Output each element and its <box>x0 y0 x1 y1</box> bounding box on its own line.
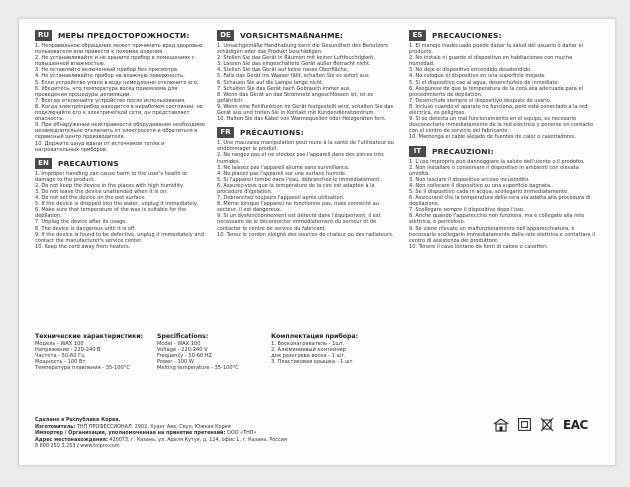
list-item: 9. При обнаружении неисправности оборудования необходимо незамедлительно отключить от электросети и обратиться в сервисный центр производителя. <box>35 122 205 141</box>
section-fr <box>217 126 395 238</box>
lang-badge-es: ES <box>409 30 426 41</box>
list-item: 10. Tenere il cavo lontano da fonti di calore o caloriferi. <box>409 243 549 250</box>
column-right <box>409 29 599 254</box>
section-ru-header <box>35 29 205 42</box>
list-item: 9. Si se detecta un mal funcionamiento en el equipo, es necesario desconectarlo inmediatamente de la red eléctrica y ponerse en contacto con el centro de servicio del fabricante. <box>409 116 594 135</box>
section-de-title: VORSICHTSMAßNAHME: <box>240 31 344 40</box>
section-en-list <box>35 171 205 250</box>
list-item: 1. Unsachgemäße Handhabung kann die Gesundheit des Benutzers schädigen oder das Produkt beschädigen. <box>217 43 388 56</box>
list-item: 4. Stellen Sie das Gerät auf keine nasse Oberfläche. <box>217 67 349 74</box>
list-item: 10. Tenez le cordon éloigné des sources de chaleur ou des radiateurs. <box>217 231 394 238</box>
list-item: 5. Se il dispositivo cade in acqua, scollegarlo immediatamente. <box>409 188 569 195</box>
section-es <box>409 29 599 141</box>
list-item: 5. Si l'appareil tombe dans l'eau, débranchez-le immédiatement. <box>217 176 381 183</box>
list-item: 6. Assicurarsi che la temperatura della cera sia adatta alla procedura di depilazione. <box>409 195 591 208</box>
list-item: 2. No instale ni guarde el dispositivo en habitaciones con mucha humedad. <box>409 55 573 68</box>
list-item: 5. Falls das Gerät ins Wasser fällt, schalten Sie es sofort aus. <box>217 73 371 80</box>
package-contents-ru <box>271 333 401 365</box>
list-item: 8. Когда электроприбор находится в нерабочем состоянии, не подключайте его к электрической сети, он представляет опасность. <box>35 103 203 123</box>
spec-row: Частота - 50-60 Гц <box>35 353 85 360</box>
list-item: 8. Même lorsque l'appareil ne fonctionne pas, mais connecté au secteur, il est dangereux. <box>217 201 379 214</box>
list-item: 3. Lassen Sie das eingeschaltete Gerät außer Betracht nicht. <box>217 61 371 68</box>
list-item: 2. Ne rangez pas et ne stockez pas l'appareil dans des pièces très humides. <box>217 152 384 165</box>
contact-line: 8 800 250 3 253 / www.tnlpro.com <box>35 443 120 450</box>
importer-label: Импортер / Организация, уполномоченная на принятие претензий: <box>35 430 226 437</box>
spec-row: Voltage - 220-240 V <box>157 347 208 354</box>
list-item: 4. Ne placez pas l'appareil sur une surface humide. <box>217 170 347 177</box>
list-item: 1. El manejo inadecuado puede dañar la salud del usuario o dañar el producto. <box>409 43 583 56</box>
list-item: 3. Non lasciare il dispositivo acceso incustodito. <box>409 176 530 183</box>
spec-row: Температура плавления - 35-100°C <box>35 365 130 372</box>
section-ru <box>35 29 205 153</box>
kit-row: 2. Алюминиевый контейнер <box>271 347 347 354</box>
spec-row: Напряжение - 220-240 В <box>35 347 101 354</box>
list-item: 7. Unplug the device after its usage. <box>35 219 127 226</box>
list-item: 7. Scollegare sempre il dispositivo dopo l'uso. <box>409 207 525 214</box>
kit-row: 1. Восконагреватель - 1шт. <box>271 341 345 347</box>
list-item: 6. Убедитесь, что температура воска приемлема для проведения процедуры депиляции. <box>35 85 178 98</box>
lang-badge-it: IT <box>409 146 426 157</box>
section-it <box>409 145 599 250</box>
section-fr-list <box>217 140 395 238</box>
section-de-header <box>217 29 395 42</box>
manufacturer-footer <box>35 417 365 450</box>
kit-row: 3. Пластиковая крышка - 1 шт. <box>271 359 355 366</box>
eac-mark-icon: EAC <box>563 417 588 432</box>
section-en-header <box>35 157 205 170</box>
list-item: 3. No deje el dispositivo encendido desatendido. <box>409 67 532 74</box>
address-value: 420073, г. Казань, ул. Аделя Кутуя, д. 124, офис 1, г. Казань, Россия <box>109 436 287 443</box>
section-es-list <box>409 43 599 141</box>
list-item: 4. No coloque el dispositivo en una superficie mojada. <box>409 73 546 80</box>
section-ru-title: МЕРЫ ПРЕДОСТОРОЖНОСТИ: <box>58 31 190 40</box>
list-item: 3. Ne laissez pas l'appareil allumé sans surveillance. <box>217 164 350 171</box>
list-item: 7. Schalten Sie das Gerät nach Gebrauch immer aus. <box>217 85 352 92</box>
list-item: 9. Wenn eine Fehlfunktion im Gerät festgestellt wird, schalten Sie das Gerät aus und treten Sie in Kontakt mit Kundendienstzentrum. <box>217 103 394 117</box>
section-ru-list <box>35 43 205 153</box>
certification-icons <box>493 417 588 432</box>
kit-row: для разогрева воска - 1 шт. <box>271 353 346 360</box>
list-item: 4. Не устанавливайте прибор на влажную поверхность. <box>35 73 185 80</box>
indoor-use-only-icon <box>493 418 509 432</box>
spec-row: Melting temperature - 35-100°C <box>157 365 239 372</box>
section-de-list <box>217 43 395 122</box>
section-it-header <box>409 145 599 158</box>
list-item: 2. Non installare o conservare il dispositivo in ambienti con elevata umidità. <box>409 164 579 177</box>
spec-row: Мощность - 100 Вт <box>35 359 86 366</box>
tech-specs-ru-title: Технические характеристики: <box>35 333 144 340</box>
spec-row: Модель - WAX 100 <box>35 341 84 347</box>
section-en-title: PRECAUTIONS <box>58 158 119 168</box>
lang-badge-de: DE <box>217 30 234 41</box>
address-label: Адрес местонахождения: <box>35 436 108 443</box>
section-it-list <box>409 159 599 250</box>
list-item: 8. Incluso cuando el aparato no funciona, pero está conectado a la red eléctrica, es peligroso. <box>409 103 588 117</box>
list-item: 6. Make sure that temperature of the wax is suitable for the depilation. <box>35 207 187 220</box>
spec-row: Model - WAX 100 <box>157 341 201 347</box>
manufacturer-label: Изготовитель: <box>35 423 76 430</box>
list-item: 9. If the device is found to be defective, unplug it immediately and contact the manufacturer's service center. <box>35 231 204 244</box>
instruction-sheet <box>18 18 616 466</box>
list-item: 3. Do not leave the device unattended when it is on. <box>35 188 168 195</box>
list-item: 6. Asegúrese de que la temperatura de la cera sea adecuada para el procedimiento de depilación. <box>409 85 584 98</box>
list-item: 2. Stellen Sie das Gerät in Räumen mit keiner Luftfeuchtigkeit. <box>217 55 375 62</box>
column-left <box>35 29 205 254</box>
tech-specs-ru <box>35 333 145 371</box>
section-es-header <box>409 29 599 42</box>
made-in-text: Сделано в Республике Корея. <box>35 417 121 423</box>
list-item: 9. Si un dysfonctionnement est détecté dans l'équipement, il est nécessaire de le déconnecter immédiatement du secteur et de contacter le centre de service du fabricant. <box>217 213 381 232</box>
section-en <box>35 157 205 250</box>
lang-badge-en: EN <box>35 158 52 169</box>
list-item: 4. Non collocare il dispositivo su una superficie bagnata. <box>409 182 552 189</box>
list-item: 7. Desenchufe siempre el dispositivo después de usarlo. <box>409 97 552 104</box>
section-de <box>217 29 395 122</box>
list-item: 5. Если устройство упало в воду немедленно отключите его. <box>35 79 199 86</box>
spec-row: Power - 100 W <box>157 359 194 366</box>
package-contents-title: Комплектация прибора: <box>271 333 359 340</box>
list-item: 9. Se viene rilevato un malfunzionamento nell'apparecchiatura, è necessario scollegarlo immediatamente dalla rete elettrica e contattare il centro di assistenza del produttore. <box>409 225 596 244</box>
list-item: 1. Неправильное обращение может причинить вред здоровью пользователя или привести к поломке изделия. <box>35 43 203 56</box>
list-item: 5. If the device is dropped into the water, unplug it immediately. <box>35 201 198 208</box>
list-item: 10. Mantenga el cable alejado de fuentes de calor o calentadores. <box>409 134 577 141</box>
list-item: 10. Держите шнур вдали от источников тепла и нагревательных приборов. <box>35 140 165 153</box>
list-item: 1. Une mauvaise manipulation peut nuire à la santé de l'utilisateur ou endommager le produit. <box>217 140 394 153</box>
list-item: 8. The device is dangerous until it is off. <box>35 225 137 232</box>
lang-badge-ru: RU <box>35 30 52 41</box>
spec-row: Frequency - 50-60 HZ <box>157 353 213 360</box>
lang-badge-fr: FR <box>217 127 234 138</box>
list-item: 1. Improper handling can cause harm to the user's health or damage to the product. <box>35 170 188 183</box>
list-item: 1. L'uso improprio può danneggiare la salute dell'utente o il prodotto. <box>409 158 585 165</box>
section-fr-title: PRÉCAUTIONS: <box>240 128 305 138</box>
double-insulation-icon <box>518 418 531 431</box>
section-es-title: PRECAUCIONES: <box>432 31 502 40</box>
tech-specs-en <box>157 333 267 371</box>
list-item: 7. Débranchez toujours l'appareil après utilisation. <box>217 195 345 202</box>
list-item: 6. Schauen Sie auf die Lampe lange nicht. <box>217 79 324 86</box>
list-item: 10. Keep the cord away from heaters. <box>35 243 131 250</box>
list-item: 6. Assurez-vous que la température de la cire est adaptée à la procédure d'épilation. <box>217 182 375 195</box>
list-item: 8. Wenn das Gerät an das Stromnetz angeschlossen ist, ist es gefährlich. <box>217 91 374 104</box>
list-item: 3. Не оставляйте включенный прибор без присмотра. <box>35 67 179 74</box>
weee-crossed-bin-icon <box>540 417 554 432</box>
list-item: 7. Всегда отключайте устройство после использования. <box>35 97 186 104</box>
section-it-title: PRECAUZIONI: <box>432 146 494 156</box>
manufacturer-value: ТНП ПРОФЕССИОНАЛ. 2902, Хуанг Аве, Сеул, Южная Корея <box>76 423 231 430</box>
importer-value: ООО «ТНП» <box>227 430 257 437</box>
list-item: 5. Si el dispositivo cae al agua, desenchúfelo de inmediato. <box>409 79 560 86</box>
list-item: 10. Halten Sie das Kabel von Warmequellen oder Heizgeräten fern. <box>217 116 387 123</box>
list-item: 4. Do not set the device on the wet surface. <box>35 195 147 202</box>
list-item: 2. Не устанавливайте и не храните прибор в помещениях с повышенной влажностью. <box>35 55 195 68</box>
list-item: 8. Anche quando l'apparecchio non funziona, ma è collegato alla rete elettrica, è pericoloso. <box>409 213 585 226</box>
section-fr-header <box>217 126 395 139</box>
list-item: 2. Do not keep the device in the places with high humidity. <box>35 182 184 189</box>
column-middle <box>217 29 395 242</box>
tech-specs-en-title: Specifications: <box>157 333 209 340</box>
